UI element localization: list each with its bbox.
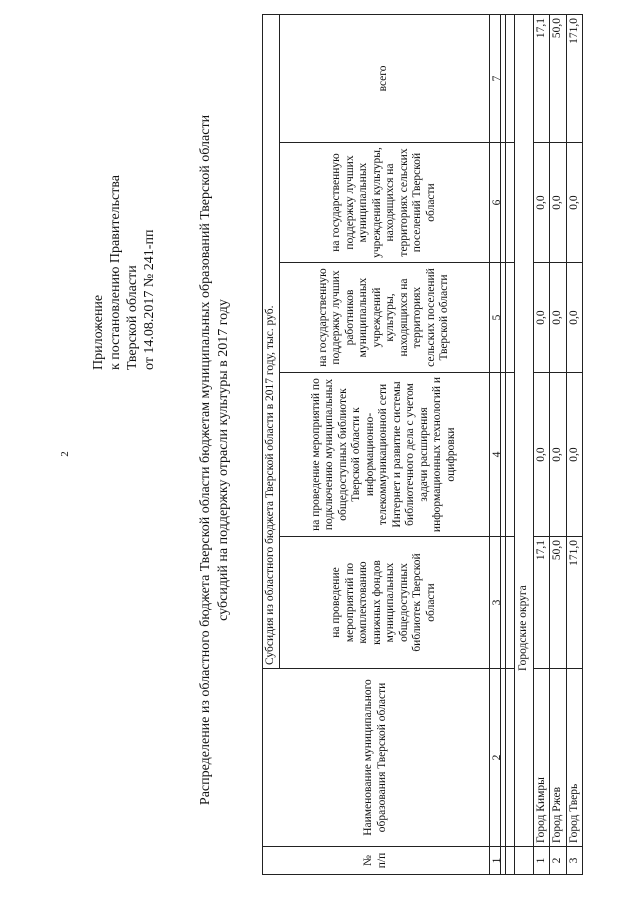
row-num: 2 <box>550 847 567 875</box>
appendix-line: от 14.08.2017 № 241-пп <box>142 229 157 370</box>
row-c7: 17,1 <box>533 15 550 143</box>
row-c7: 171,0 <box>566 15 583 143</box>
row-num: 3 <box>566 847 583 875</box>
title-line: Распределение из областного бюджета Тверской области бюджетам муниципальных образований Тверской области <box>198 114 213 806</box>
header-col6: на государственную поддержку лучших муниципальных учреждений культуры, находящихся на территориях сельских поселений Тверской области <box>279 143 489 263</box>
page-number: 2 <box>58 451 71 457</box>
row-c6: 0,0 <box>566 143 583 263</box>
appendix-line: к постановлению Правительства <box>108 174 123 370</box>
row-c5: 0,0 <box>533 263 550 373</box>
appendix-line: Тверской области <box>125 265 140 370</box>
row-name: Город Тверь <box>566 669 583 847</box>
header-name: Наименование муниципального образования Тверской области <box>263 669 490 847</box>
row-c4: 0,0 <box>566 373 583 537</box>
col-number: 4 <box>489 373 506 537</box>
row-c3: 171,0 <box>566 537 583 669</box>
appendix-line: Приложение <box>91 294 106 370</box>
col-number: 3 <box>489 537 506 669</box>
header-col3: на проведение мероприятий по комплектованию книжных фондов муниципальных общедоступных библиотек Тверской области <box>279 537 489 669</box>
table-row <box>566 15 583 875</box>
col-number: 2 <box>489 669 506 847</box>
section-label: Городские округа <box>515 15 534 847</box>
table-row <box>533 15 550 875</box>
subsidy-data-table <box>500 14 583 875</box>
subsidy-header-table <box>262 14 506 875</box>
col-number: 6 <box>489 143 506 263</box>
col-number: 1 <box>489 847 506 875</box>
header-subsidy-group: Субсидия из областного бюджета Тверской области в 2017 году, тыс. руб. <box>263 14 280 668</box>
row-name: Город Ржев <box>550 669 567 847</box>
header-col7: всего <box>279 14 489 142</box>
row-c4: 0,0 <box>533 373 550 537</box>
col-number: 7 <box>489 14 506 142</box>
header-num: № п/п <box>263 847 490 875</box>
col-number: 5 <box>489 263 506 373</box>
row-c6: 0,0 <box>550 143 567 263</box>
header-col4: на проведение мероприятий по подключению муниципальных общедоступных библиотек Тверской области к информационно-телекоммуникационной сети Интернет и развитие системы библиотечного дела с учетом задачи расширения информационных технологий и оцифровки <box>279 373 489 537</box>
row-c6: 0,0 <box>533 143 550 263</box>
table-row <box>550 15 567 875</box>
row-c3: 17,1 <box>533 537 550 669</box>
row-c4: 0,0 <box>550 373 567 537</box>
document-title <box>197 45 233 875</box>
header-col5: на государственную поддержку лучших работников муниципальных учреждений культуры, находящихся на территориях сельских поселений Тверской области <box>279 263 489 373</box>
title-line: субсидий на поддержку отрасли культуры в 2017 году <box>216 299 231 621</box>
row-num: 1 <box>533 847 550 875</box>
row-c3: 50,0 <box>550 537 567 669</box>
row-c7: 50,0 <box>550 15 567 143</box>
row-c5: 0,0 <box>566 263 583 373</box>
appendix-block <box>90 70 158 370</box>
row-c5: 0,0 <box>550 263 567 373</box>
row-name: Город Кимры <box>533 669 550 847</box>
